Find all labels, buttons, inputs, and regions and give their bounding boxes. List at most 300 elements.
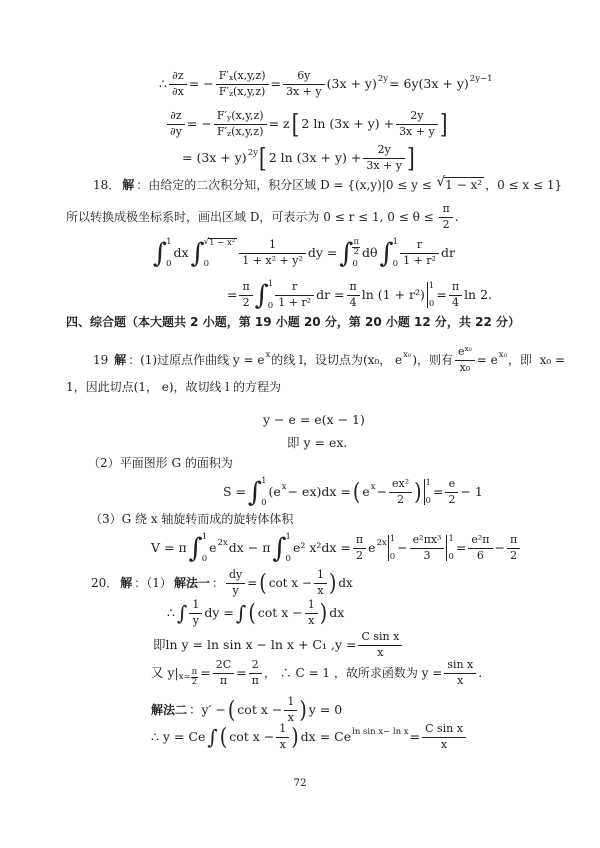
math-run: cot x − — [237, 702, 283, 718]
fraction-numerator: sin x — [444, 659, 476, 674]
lower-limit: 0 — [261, 497, 267, 508]
lower-limit: 0 — [352, 258, 358, 269]
fraction-numerator: C sin x — [422, 723, 466, 738]
big-bracket-close: ] — [407, 142, 415, 174]
fraction-numerator: π — [449, 281, 462, 296]
upper-limit: 1 — [267, 279, 274, 289]
upper-limit: 1 — [166, 237, 172, 247]
big-paren-close: ) — [299, 695, 307, 724]
big-paren-close: ) — [328, 568, 337, 597]
fraction-denominator: π — [219, 673, 228, 687]
evaluation-bar — [388, 535, 395, 561]
bar — [427, 282, 428, 308]
fraction — [444, 659, 476, 687]
solution-label: 解 — [120, 575, 133, 590]
integral-limits — [352, 238, 360, 268]
fraction-denominator: 1 + r² — [278, 295, 312, 309]
fraction-denominator: 3x + y — [399, 124, 435, 138]
math-run: 即 y = ex. — [287, 435, 348, 450]
math-run: = — [409, 729, 421, 745]
eval-limits — [448, 535, 453, 561]
math-run: cot x − — [257, 605, 303, 621]
bar — [424, 479, 425, 505]
math-run: 2 ln (3x + y) + — [268, 150, 362, 166]
fraction-numerator: e²πx³ — [410, 534, 445, 549]
math-run: − — [494, 540, 505, 556]
fraction-numerator: e — [445, 478, 458, 493]
integral-limits — [261, 477, 266, 507]
integral-sign: ∫ — [188, 532, 203, 564]
fraction-numerator — [455, 346, 475, 361]
big-paren-close: ) — [414, 477, 422, 506]
integral — [272, 533, 291, 563]
page-number-text: 72 — [293, 777, 307, 789]
upper-limit: 1 — [428, 281, 435, 291]
math-run: = — [247, 575, 258, 590]
integral — [380, 238, 399, 268]
math-run: e — [368, 540, 376, 556]
math-run: = — [227, 287, 238, 303]
math-run: e — [458, 345, 465, 358]
fraction — [422, 723, 466, 751]
evaluation-bar — [446, 535, 453, 561]
fraction-denominator: 6 — [476, 548, 484, 562]
fraction-denominator: 4 — [349, 295, 357, 309]
fraction-denominator: 3x + y — [366, 158, 402, 172]
fraction — [389, 478, 412, 506]
fraction-numerator: 2 — [249, 659, 262, 674]
math-run: = − — [188, 76, 214, 92]
fraction — [214, 110, 267, 138]
superscript: 2y−1 — [469, 74, 493, 85]
fraction-denominator: x₀ — [459, 360, 471, 374]
fraction-denominator: 2 — [191, 676, 198, 687]
math-run: dr = — [316, 287, 345, 303]
math-run: F′ — [218, 69, 229, 82]
fraction — [305, 599, 318, 627]
fraction-numerator: 1 — [314, 569, 327, 584]
math-run: (x,y,z) — [233, 69, 266, 82]
fraction-numerator: π — [191, 666, 198, 677]
lower-limit: 0 — [389, 551, 396, 562]
fraction — [216, 70, 269, 98]
formula-partial-z-x — [158, 70, 493, 98]
fraction — [169, 70, 187, 98]
math-run: ln (1 + r²) — [361, 287, 425, 303]
fraction-denominator: ∂y — [170, 124, 182, 138]
lower-limit: 0 — [448, 551, 454, 562]
math-run: − ex)dx = — [287, 484, 351, 500]
eval-limits — [390, 535, 395, 561]
upper-limit — [204, 238, 238, 248]
evaluation-bar — [424, 479, 431, 505]
integral-sign: ∫ — [176, 601, 188, 626]
lower-limit: 0 — [203, 258, 210, 269]
therefore-symbol: ∴ — [167, 605, 175, 621]
fraction — [314, 569, 327, 597]
integral-sign: ∫ — [339, 237, 354, 269]
sqrt-sign: √ — [203, 237, 210, 247]
math-run: y = 0 — [308, 702, 343, 718]
fraction-numerator: ∂z — [169, 70, 187, 85]
big-paren-open: ( — [259, 568, 267, 597]
math-run: dr — [440, 245, 455, 261]
text-run: ，即 x₀ = — [507, 352, 566, 367]
superscript: 2y — [377, 74, 389, 85]
problem-number: 18． — [93, 177, 121, 192]
integral — [153, 238, 172, 268]
formula-double-integral — [152, 238, 456, 268]
math-run: = — [236, 665, 247, 681]
text-run: ，0 ≤ x ≤ 1} — [485, 177, 563, 192]
fraction-denominator: π — [251, 673, 259, 687]
superscript: x — [281, 482, 287, 493]
formula-volume — [150, 533, 521, 563]
fraction-denominator: 3x + y — [285, 84, 322, 98]
text-run: ：（1） — [134, 575, 172, 590]
fraction-numerator: π — [353, 534, 366, 549]
fraction-denominator: ∂x — [171, 84, 184, 98]
fraction — [449, 281, 462, 309]
text-run: = e — [476, 352, 498, 367]
text-run: . — [454, 209, 459, 224]
fraction — [468, 534, 492, 562]
superscript: 2x — [376, 538, 387, 549]
fraction — [167, 110, 185, 138]
superscript: x₀ — [464, 344, 472, 353]
big-bracket-open: [ — [258, 142, 267, 174]
big-paren-open: ( — [219, 722, 228, 751]
fraction-numerator: 1 — [189, 599, 202, 614]
math-run: cot x − — [229, 729, 275, 745]
fraction — [284, 696, 297, 724]
fraction — [396, 110, 438, 138]
math-run: dθ — [362, 245, 378, 261]
method-1-label: 解法一 — [173, 575, 210, 590]
fraction — [283, 70, 325, 98]
integral-sign: ∫ — [379, 237, 394, 269]
fraction — [189, 599, 202, 627]
big-paren-open: ( — [227, 695, 236, 724]
subscript: x= — [178, 672, 191, 683]
formula-constant-determination — [150, 659, 483, 687]
method-2-line — [150, 696, 343, 724]
lower-limit: 0 — [166, 258, 172, 269]
superscript: x₀ — [403, 350, 412, 361]
integral-sign: ∫ — [207, 725, 218, 750]
fraction-denominator: 2 — [442, 217, 450, 231]
fraction-numerator: 1 — [305, 599, 318, 614]
big-bracket-close: ] — [439, 108, 448, 140]
problem-19-text-2 — [65, 380, 282, 395]
problem-18-text — [92, 177, 563, 193]
fraction — [249, 659, 262, 687]
formula-ln-solution — [152, 631, 403, 659]
math-run: (3x + y) — [326, 76, 377, 92]
section-4-header — [65, 315, 521, 330]
fraction — [445, 478, 458, 506]
math-run: ln 2. — [464, 287, 493, 303]
fraction-denominator: 4 — [451, 295, 459, 309]
math-run: 2 ln (3x + y) + — [301, 116, 395, 132]
upper-limit: 1 — [448, 534, 454, 544]
superscript: 2y — [247, 148, 258, 159]
small-fraction — [352, 238, 360, 258]
math-run: dy = — [307, 245, 338, 261]
fraction-numerator: 1 — [239, 239, 306, 254]
text-run: ： — [211, 575, 224, 590]
math-run: e² x²dx = — [292, 540, 351, 556]
fraction — [353, 534, 366, 562]
math-run: F′ — [218, 84, 230, 98]
math-run: (x,y,z) — [233, 84, 266, 98]
fraction-denominator: x — [440, 737, 448, 751]
fraction-numerator — [214, 110, 267, 125]
fraction-denominator: y — [232, 583, 239, 597]
lower-limit: 0 — [201, 553, 208, 564]
square-root — [437, 177, 484, 193]
fraction-denominator: 2 — [448, 492, 456, 506]
formula-y-equals-ex — [286, 435, 348, 451]
fraction-numerator: ∂z — [167, 110, 185, 125]
math-run: 即ln y = ln sin x − ln x + C₁ ,y = — [153, 637, 357, 653]
fraction — [455, 346, 475, 374]
fraction-numerator: π — [353, 237, 360, 247]
fraction-denominator — [214, 125, 267, 139]
fraction-numerator: 6y — [283, 70, 325, 85]
fraction-denominator: 2 — [510, 548, 518, 562]
bar — [446, 535, 447, 561]
text-run: 1，因此切点(1， e)，故切线 l 的方程为 — [66, 380, 282, 394]
math-run: = − — [186, 116, 212, 132]
fraction-numerator: 1 — [284, 696, 297, 711]
eval-limits — [426, 479, 431, 505]
upper-limit: 1 — [425, 478, 431, 488]
fraction-numerator: dy — [226, 569, 245, 584]
fraction — [275, 281, 314, 309]
fraction — [358, 631, 402, 659]
fraction-denominator: 2 — [242, 295, 250, 309]
text-run: ：由给定的二次积分知，积分区域 D = {(x,y)|0 ≤ y ≤ — [136, 177, 436, 192]
fraction — [347, 281, 360, 309]
fraction-denominator: x — [377, 645, 384, 659]
problem-number: 20． — [91, 575, 119, 590]
problem-19-text — [92, 346, 566, 374]
upper-limit: 1 — [285, 532, 291, 542]
superscript: ln sin x− ln x — [352, 727, 409, 738]
math-run: = — [270, 76, 281, 92]
fraction — [276, 723, 289, 751]
math-run: e — [209, 540, 217, 556]
eval-limits — [429, 282, 434, 308]
math-run: (x,y,z) — [231, 109, 264, 122]
math-run: dx = Ce — [300, 729, 352, 745]
text-run: ， ∴ C = 1 ，故所求函数为 y = — [263, 665, 443, 680]
problem-20-line — [90, 569, 354, 597]
sqrt-sign: √ — [436, 175, 446, 190]
fraction-denominator: x — [287, 710, 294, 724]
upper-limit — [352, 238, 360, 258]
method-2-label: 解法二 — [151, 702, 188, 717]
text-run: （3）G 绕 x 轴旋转而成的旋转体体积 — [90, 512, 294, 526]
math-run: = — [200, 665, 211, 681]
math-run: − — [397, 540, 408, 556]
math-run: = 6y(3x + y) — [389, 76, 469, 92]
fraction-numerator: π — [239, 281, 252, 296]
text-run: （2）平面图形 G 的面积为 — [88, 456, 233, 470]
math-run: cot x − — [268, 575, 312, 590]
fraction-numerator: ex² — [389, 478, 412, 493]
math-run: = z — [268, 116, 290, 132]
integral — [339, 238, 360, 268]
integral-limits — [166, 238, 171, 268]
fraction-denominator: x — [457, 673, 464, 687]
solution-label: 解 — [122, 177, 135, 192]
formula-tangent-line — [262, 412, 366, 428]
math-run: − 1 — [460, 484, 483, 500]
math-run: ：y′ − — [189, 702, 226, 718]
math-run: S = — [223, 484, 247, 500]
fraction-denominator — [216, 85, 269, 99]
math-run: dy = — [204, 605, 234, 621]
fraction-numerator: C sin x — [358, 631, 402, 646]
integral-sign: ∫ — [153, 237, 168, 269]
math-run: = — [432, 484, 444, 500]
integral — [191, 238, 238, 268]
therefore-symbol: ∴ — [159, 76, 167, 92]
integral — [255, 280, 274, 310]
integral-limits — [204, 238, 238, 268]
fraction-numerator: e²π — [468, 534, 492, 549]
math-run: ∴ y = Ce — [151, 729, 206, 745]
fraction-numerator: 1 — [276, 723, 289, 738]
fraction-numerator — [216, 70, 269, 85]
fraction-numerator: 2y — [363, 144, 405, 159]
math-run: dx — [329, 605, 345, 621]
fraction — [213, 659, 234, 687]
integral-sign: ∫ — [272, 532, 287, 564]
integral — [189, 533, 208, 563]
fraction-denominator: y — [192, 613, 199, 627]
fraction — [226, 569, 245, 597]
superscript: x₀ — [498, 350, 507, 361]
big-paren-close: ) — [291, 722, 299, 751]
fraction-numerator: r — [400, 239, 439, 254]
bar — [388, 535, 389, 561]
lower-limit: 0 — [425, 495, 431, 506]
fraction-numerator: r — [275, 281, 314, 296]
superscript: x — [370, 482, 376, 493]
fraction-numerator: π — [439, 203, 452, 218]
problem-18-text-2 — [65, 203, 460, 231]
integral-sign: ∫ — [254, 279, 269, 311]
math-run: V = π — [151, 540, 187, 556]
formula-integral-result — [226, 280, 493, 310]
formula-area — [222, 477, 484, 507]
fraction-denominator: 1 + x² + y² — [242, 253, 303, 267]
integral-limits — [286, 533, 291, 563]
subscript: z — [227, 128, 232, 138]
math-run: dx — [173, 245, 189, 261]
integral-limits — [202, 533, 207, 563]
formula-partial-z-y — [166, 110, 449, 138]
math-run: 又 y| — [151, 665, 179, 681]
math-run: dx − π — [228, 540, 271, 556]
integral — [248, 477, 267, 507]
math-run: e — [362, 484, 370, 500]
fraction — [363, 144, 405, 172]
evaluation-bar — [427, 282, 434, 308]
upper-limit: 1 — [392, 237, 399, 247]
superscript: x — [265, 350, 271, 361]
sqrt-body: 1 − x² — [209, 238, 236, 248]
math-run: = — [455, 540, 467, 556]
superscript: 2x — [217, 538, 228, 549]
integral-sign: ∫ — [190, 237, 205, 269]
math-run: . — [478, 665, 483, 681]
subscript: y — [226, 113, 232, 122]
fraction-denominator: 3 — [423, 548, 431, 562]
problem-19-part2 — [87, 456, 234, 471]
subscript-group — [179, 668, 199, 688]
fraction — [239, 281, 252, 309]
math-run: F′ — [216, 124, 228, 138]
fraction-denominator: 1 + r² — [403, 253, 436, 267]
text-run: ：(1)过原点作曲线 y = e — [128, 352, 265, 367]
fraction-denominator: 2 — [353, 247, 359, 258]
sqrt-body: 1 − x² — [445, 178, 483, 192]
fraction-denominator: x — [317, 583, 324, 597]
solution-label: 解 — [114, 352, 127, 367]
fraction-denominator: 2 — [356, 548, 364, 562]
math-run: (x,y,z) — [231, 124, 264, 138]
fraction-numerator: 2y — [396, 110, 438, 125]
problem-19-part3 — [89, 512, 294, 527]
math-run: y − e = e(x − 1) — [263, 412, 365, 427]
fraction — [410, 534, 445, 562]
lower-limit: 0 — [392, 258, 399, 269]
text-run: 的线 l，设切点为(x₀， e — [271, 352, 403, 367]
fraction — [439, 203, 452, 231]
math-run: − — [376, 484, 387, 500]
math-run: dx — [338, 575, 353, 590]
big-paren-open: ( — [352, 477, 361, 506]
fraction-numerator: π — [507, 534, 520, 549]
fraction-numerator: π — [347, 281, 360, 296]
subscript: x — [228, 73, 234, 82]
integral-limits — [393, 238, 398, 268]
fraction — [239, 239, 306, 267]
integral-sign: ∫ — [235, 601, 247, 626]
math-run: = — [436, 287, 447, 303]
formula-partial-continued — [181, 144, 416, 172]
fraction — [507, 534, 520, 562]
fraction-denominator: 2 — [397, 492, 405, 506]
math-run: F′ — [216, 109, 227, 122]
math-run: = (3x + y) — [182, 150, 247, 166]
page-number — [0, 777, 600, 789]
fraction — [400, 239, 439, 267]
math-run: (e — [268, 484, 281, 500]
big-paren-open: ( — [248, 598, 256, 627]
problem-number: 19 — [93, 352, 113, 367]
big-bracket-open: [ — [291, 108, 300, 140]
formula-separated-integrals — [166, 599, 345, 627]
fraction-denominator: x — [279, 737, 286, 751]
formula-final-solution — [150, 723, 467, 751]
upper-limit: 1 — [201, 532, 208, 542]
lower-limit: 0 — [285, 553, 291, 564]
